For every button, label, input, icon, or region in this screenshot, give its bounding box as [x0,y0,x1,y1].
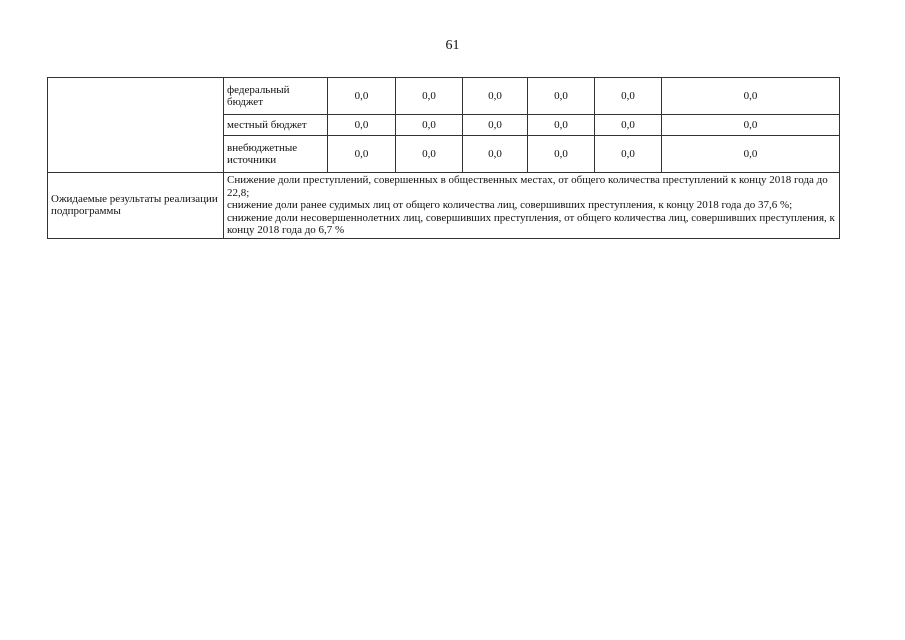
results-text [224,173,840,239]
funding-source-label: федеральный бюджет [224,78,328,115]
result-item: снижение доли ранее судимых лиц от общего количества лиц, совершивших преступления, к концу 2018 года до 37,6 %; [227,199,793,211]
value-cell: 0,0 [463,78,528,115]
funding-table [47,77,840,239]
value-cell: 0,0 [595,115,662,136]
value-cell: 0,0 [328,136,396,173]
result-item: Снижение доли преступлений, совершенных в общественных местах, от общего количества преступлений к концу 2018 года до 22,8; [227,174,828,199]
value-cell: 0,0 [662,78,840,115]
value-cell: 0,0 [528,115,595,136]
value-cell: 0,0 [328,115,396,136]
page-number: 61 [445,38,460,53]
results-row [48,173,840,239]
funding-source-label: внебюджетные источники [224,136,328,173]
value-cell: 0,0 [328,78,396,115]
value-cell: 0,0 [396,136,463,173]
value-cell: 0,0 [463,115,528,136]
result-item: снижение доли несовершеннолетних лиц, совершивших преступления, от общего количества лиц, совершивших преступления, к концу 2018 года до 6,7 % [227,211,835,236]
value-cell: 0,0 [595,78,662,115]
value-cell: 0,0 [528,78,595,115]
value-cell: 0,0 [396,78,463,115]
table-row [48,78,840,115]
value-cell: 0,0 [396,115,463,136]
value-cell: 0,0 [662,115,840,136]
value-cell: 0,0 [528,136,595,173]
results-label: Ожидаемые результаты реализации подпрограммы [48,173,224,239]
value-cell: 0,0 [662,136,840,173]
value-cell: 0,0 [463,136,528,173]
empty-label-cell [48,78,224,173]
value-cell: 0,0 [595,136,662,173]
funding-source-label: местный бюджет [224,115,328,136]
